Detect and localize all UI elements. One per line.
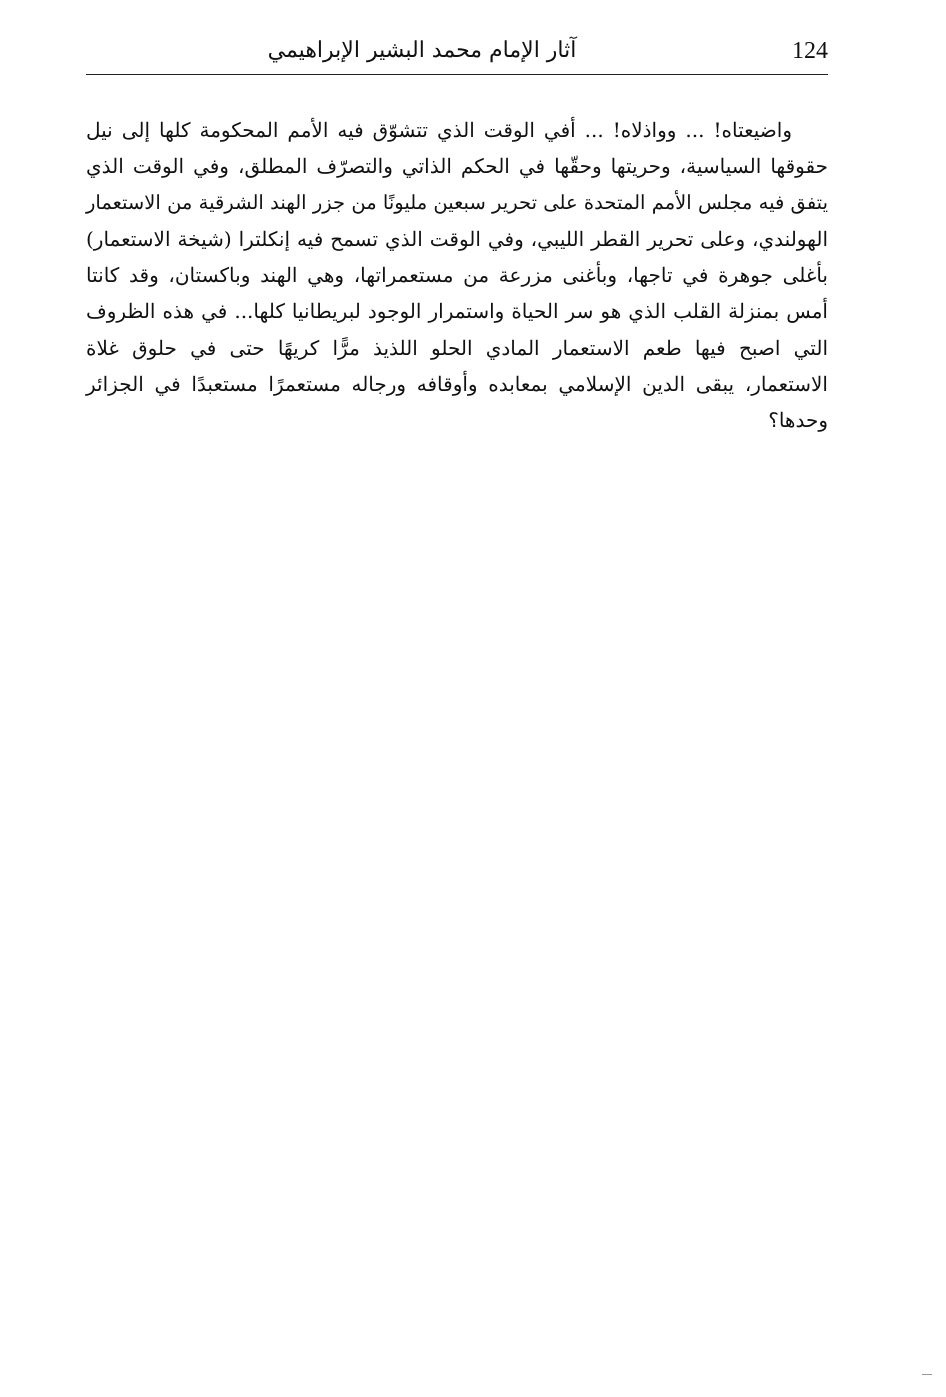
header-rule <box>86 74 828 75</box>
page-number: 124 <box>792 38 828 64</box>
body-line: أمس بمنزلة القلب الذي هو سر الحياة واستمرار الوجود لبريطانيا كلها... في هذه الظروف <box>86 299 828 324</box>
body-line: الاستعمار، يبقى الدين الإسلامي بمعابده وأوقافه ورجاله مستعمرًا مستعبدًا في الجزائر <box>86 372 828 397</box>
body-paragraph <box>86 112 828 439</box>
margin-mark <box>922 1374 932 1375</box>
body-line: التي اصبح فيها طعم الاستعمار المادي الحلو اللذيذ مرًّا كريهًا حتى في حلوق غلاة <box>86 335 828 360</box>
body-line: وحدها؟ <box>768 408 828 433</box>
body-line: بأغلى جوهرة في تاجها، وبأغنى مزرعة من مستعمراتها، وهي الهند وباكستان، وقد كانتا <box>86 263 828 288</box>
body-line: الهولندي، وعلى تحرير القطر الليبي، وفي الوقت الذي تسمح فيه إنكلترا (شيخة الاستعمار) <box>86 226 828 251</box>
body-line: حقوقها السياسية، وحريتها وحقّها في الحكم الذاتي والتصرّف المطلق، وفي الوقت الذي <box>86 154 828 179</box>
body-line: يتفق فيه مجلس الأمم المتحدة على تحرير سبعين مليونًا من جزر الهند الشرقية من الاستعمار <box>86 190 828 214</box>
body-line: واضيعتاه! ... وواذلاه! ... أفي الوقت الذي تتشوّق فيه الأمم المحكومة كلها إلى نيل <box>86 118 792 142</box>
page-header <box>86 30 828 76</box>
running-title: آثار الإمام محمد البشير الإبراهيمي <box>267 38 577 63</box>
